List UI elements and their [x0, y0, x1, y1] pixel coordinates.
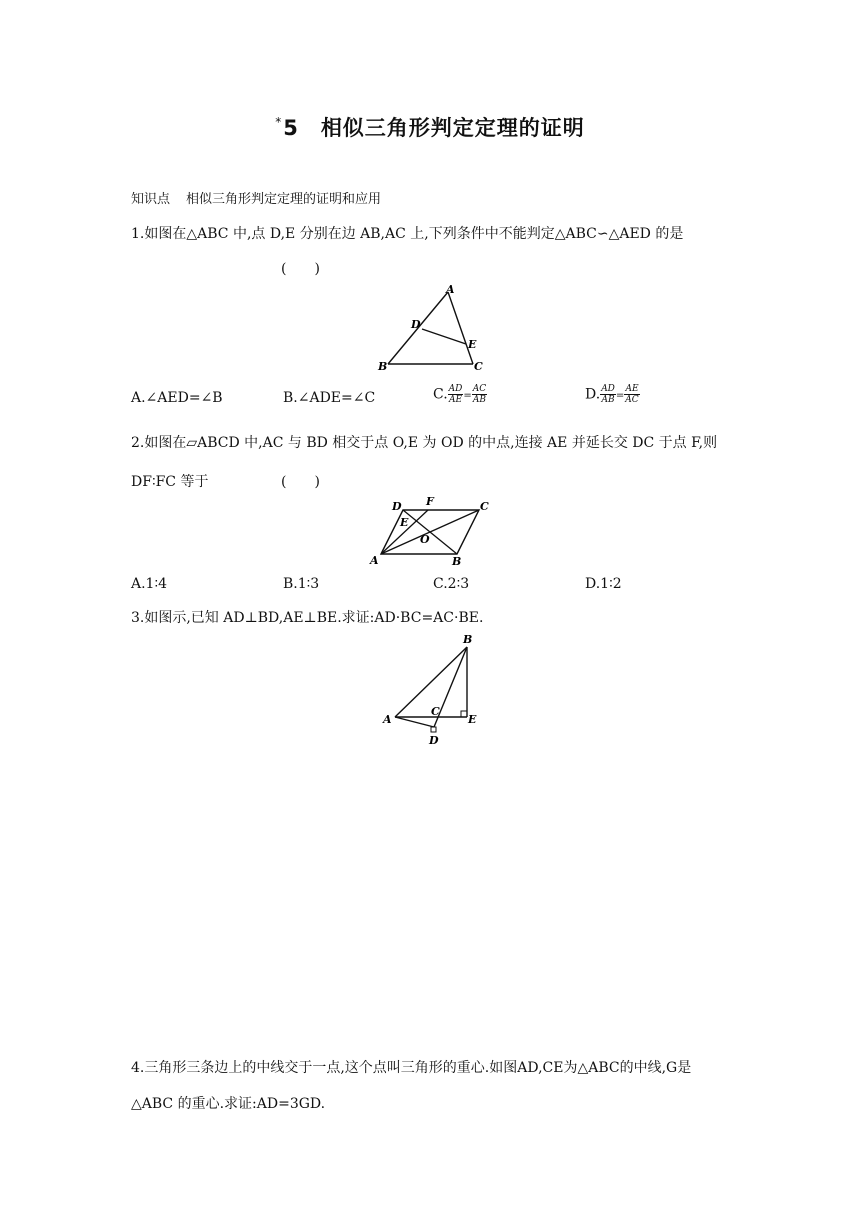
q3-segment-ad: [395, 717, 434, 727]
q1-option-c-den2: AB: [472, 395, 487, 405]
q1-option-d-den2: AC: [625, 395, 639, 405]
q2-label-f: F: [426, 495, 434, 508]
q2-diagonal-bd: [403, 510, 457, 554]
q2-label-a: A: [370, 554, 379, 567]
q3-label-a: A: [383, 713, 392, 726]
q1-option-c-frac2: [472, 384, 487, 405]
title-number: 5: [283, 116, 299, 140]
q2-label-b: B: [452, 555, 462, 568]
q1-option-d: [585, 384, 640, 407]
q1-option-b: B.∠ADE=∠C: [283, 390, 376, 406]
q2-label-o: O: [420, 533, 430, 546]
q3-label-d: D: [429, 734, 439, 747]
q2-text-line1: 2.如图在▱ABCD 中,AC 与 BD 相交于点 O,E 为 OD 的中点,连接 AE 并延长交 DC 于点 F,则: [131, 435, 718, 451]
q4-text-line1: 4.三角形三条边上的中线交于一点,这个点叫三角形的重心.如图AD,CE为△ABC的中线,G是: [131, 1060, 692, 1076]
q1-option-d-num1: AD: [601, 384, 615, 394]
q2-option-a: A.1∶4: [131, 576, 168, 592]
title-prefix: *: [275, 115, 283, 129]
q3-right-angle-d: [431, 727, 436, 732]
q1-answer-paren: ( ): [281, 261, 320, 277]
q2-option-b: B.1∶3: [283, 576, 320, 592]
q1-option-d-frac1: [600, 384, 616, 405]
q3-label-b: B: [463, 633, 473, 646]
section-label: 知识点: [131, 192, 171, 207]
q3-text: 3.如图示,已知 AD⊥BD,AE⊥BE.求证:AD·BC=AC·BE.: [131, 610, 484, 626]
q1-option-d-frac2: [624, 384, 639, 405]
q1-label-b: B: [378, 360, 388, 373]
q1-option-c-frac1: [448, 384, 464, 405]
q1-label-d: D: [411, 318, 421, 331]
q1-label-a: A: [446, 283, 455, 296]
title-text: 相似三角形判定定理的证明: [320, 116, 585, 140]
q1-label-e: E: [468, 338, 477, 351]
q1-option-a: A.∠AED=∠B: [131, 390, 223, 406]
q1-option-d-num2: AE: [625, 384, 639, 394]
q1-option-c-eq: =: [463, 390, 472, 402]
q2-option-d: D.1∶2: [585, 576, 622, 592]
q1-option-c-den1: AE: [448, 395, 463, 405]
q1-option-d-den1: AB: [601, 395, 615, 405]
q2-text-line2: DF∶FC 等于: [131, 474, 209, 490]
q1-label-c: C: [474, 360, 483, 373]
section-heading: [131, 190, 381, 210]
q3-figure: [378, 630, 482, 748]
q3-label-c: C: [431, 705, 440, 718]
section-text: 相似三角形判定定理的证明和应用: [186, 192, 382, 207]
q2-label-d: D: [392, 500, 402, 513]
q2-figure: [368, 494, 494, 570]
q3-label-e: E: [468, 713, 477, 726]
q1-option-c-num1: AD: [448, 384, 463, 394]
q3-right-angle-e: [461, 711, 467, 717]
q1-option-d-eq: =: [615, 390, 625, 402]
q4-text-line2: △ABC 的重心.求证:AD=3GD.: [131, 1096, 326, 1112]
page-title: [0, 112, 860, 142]
q1-option-c-num2: AC: [472, 384, 487, 394]
q1-segment-de: [422, 329, 466, 344]
q1-option-c-prefix: C.: [433, 386, 448, 403]
q1-text: 1.如图在△ABC 中,点 D,E 分别在边 AB,AC 上,下列条件中不能判定△ABC∽△AED 的是: [131, 226, 684, 242]
q2-label-c: C: [480, 500, 489, 513]
q2-label-e: E: [400, 516, 409, 529]
q2-option-c: C.2∶3: [433, 576, 470, 592]
q1-option-c: [433, 384, 487, 407]
q1-side-ac: [448, 292, 473, 364]
q1-figure: [370, 282, 500, 374]
q2-answer-paren: ( ): [281, 474, 320, 490]
q1-option-d-prefix: D.: [585, 386, 601, 403]
